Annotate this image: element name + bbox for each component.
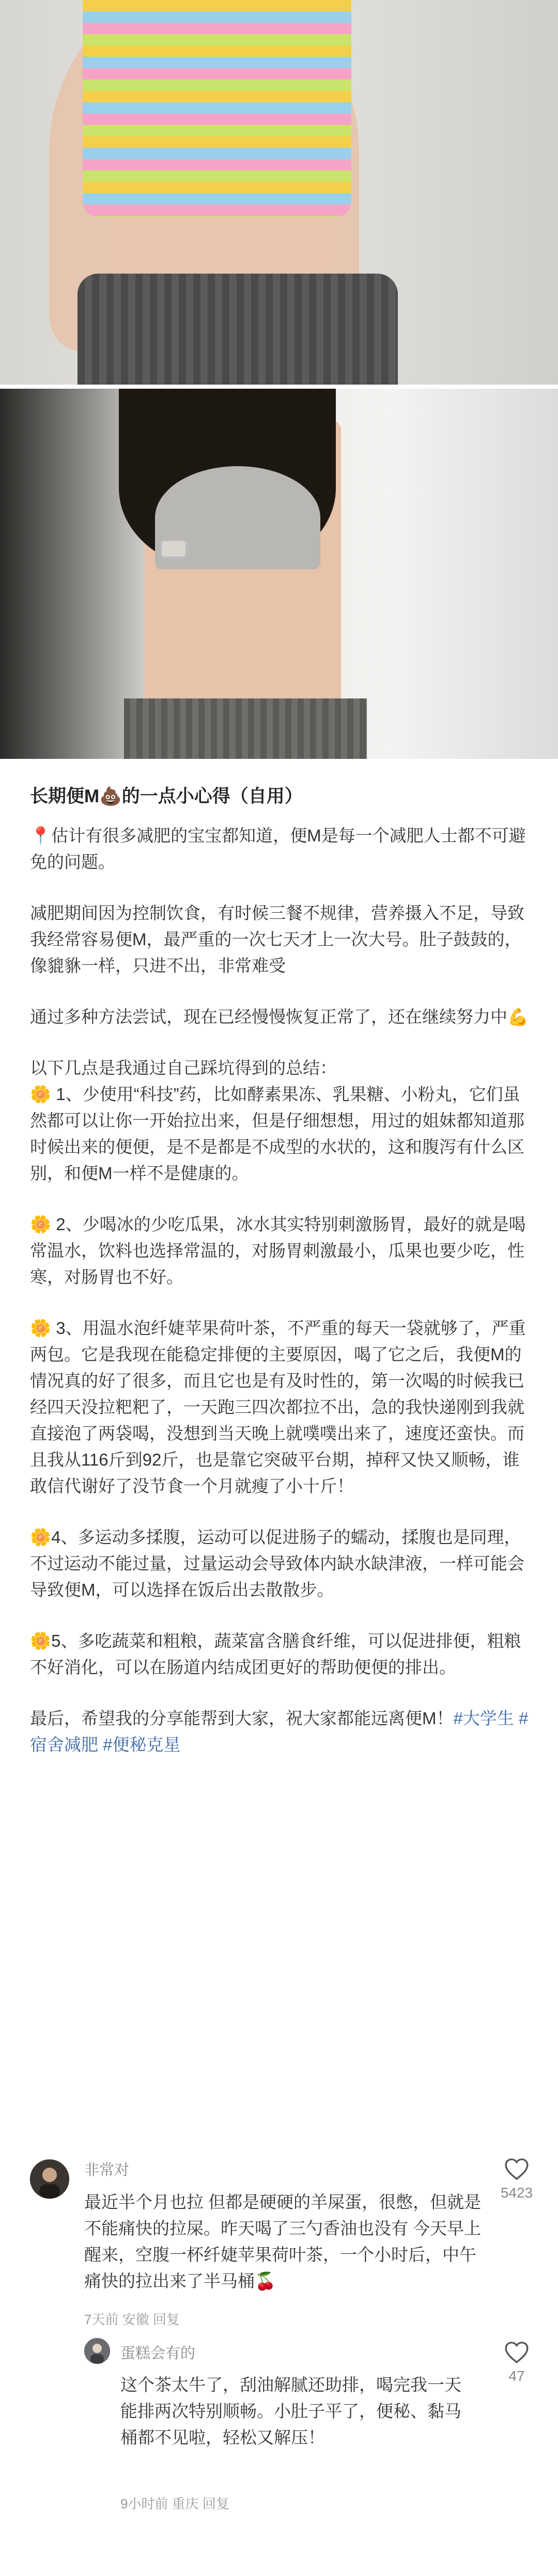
post-photo-1[interactable] [0, 0, 558, 385]
post-closing [30, 1705, 531, 1758]
reply-meta[interactable]: 9小时前 重庆 回复 [120, 2496, 229, 2511]
photo-watch [159, 538, 188, 559]
reply-avatar[interactable] [84, 2338, 110, 2364]
comment-text[interactable]: 最近半个月也拉 但都是硬硬的羊屎蛋，很憋，但就是不能痛快的拉屎。昨天喝了三勺香油也没有 今天早上醒来，空腹一杯纤婕苹果荷叶茶，一个小时后，中午痛快的拉出来了半马桶🍒 [84, 2192, 482, 2291]
comment-meta[interactable]: 7天前 安徽 回复 [84, 2312, 180, 2327]
post-paragraph: 减肥期间因为控制饮食，有时候三餐不规律，营养摄入不足，导致我经常容易便M，最严重的一次七天才上一次大号。肚子鼓鼓的，像貔貅一样，只进不出，非常难受 [30, 903, 524, 975]
heart-outline-icon [504, 2157, 530, 2181]
closing-text: 最后，希望我的分享能帮到大家，祝大家都能远离便M！ [30, 1709, 454, 1728]
reply-like-button[interactable] [493, 2340, 540, 2384]
heart-outline-icon [504, 2340, 530, 2364]
reply-author-name[interactable]: 蛋糕会有的 [120, 2345, 196, 2362]
post-title: 长期便M💩的一点小心得（自用） [30, 786, 303, 806]
comment-avatar[interactable] [30, 2159, 69, 2199]
post-photo-2[interactable] [0, 389, 558, 759]
photo-pants [124, 698, 367, 759]
post-paragraph: 以下几点是我通过自己踩坑得到的总结： 🌼 1、少使用“科技”药，比如酵素果冻、乳果糖、小粉丸，它们虽然都可以让你一开始拉出来，但是仔细想想，用过的姐妹都知道那时候出来的便便，是不是都是不成型的水状的，这和腹泻有什么区别，和便M一样不是健康的。 [30, 1058, 524, 1183]
comment-like-count: 5423 [500, 2185, 533, 2201]
post-paragraph: 🌼5、多吃蔬菜和粗粮，蔬菜富含膳食纤维，可以促进排便，粗粮不好消化，可以在肠道内结成团更好的帮助便便的排出。 [30, 1631, 521, 1677]
post-paragraph: 🌼4、多运动多揉腹，运动可以促进肠子的蠕动，揉腹也是同理，不过运动不能过量，过量运动会导致体内缺水缺津液，一样可能会导致便M，可以选择在饭后出去散散步。 [30, 1528, 524, 1599]
post-paragraph: 📍估计有很多减肥的宝宝都知道，便M是每一个减肥人士都不可避免的问题。 [30, 826, 526, 871]
hashtag-link[interactable]: #便秘克星 [103, 1735, 181, 1754]
post-paragraph: 🌼 3、用温水泡纤婕苹果荷叶茶，不严重的每天一袋就够了，严重两包。它是我现在能稳定排便的主要原因，喝了它之后，我便M的情况真的好了很多，而且它也是有及时性的，第一次喝的时候我已经四天没拉粑粑了，一天跑三四次都拉不出，急的我快递刚到我就直接泡了两袋喝，没想到当天晚上就噗噗出来了，速度还蛮快。而且我从116斤到92斤，也是靠它突破平台期，掉秤又快又顺畅，谁敢信代谢好了没节食一个月就瘦了小十斤！ [30, 1318, 526, 1496]
reply-like-count: 47 [508, 2368, 525, 2384]
reply-text[interactable]: 这个茶太牛了，刮油解腻还助排，喝完我一天能排两次特别顺畅。小肚子平了，便秘、黏马桶都不见啦，轻松又解压！ [120, 2375, 461, 2447]
post-body [30, 759, 531, 1758]
photo-striped-top [83, 0, 351, 217]
post-paragraph: 通过多种方法尝试，现在已经慢慢恢复正常了，还在继续努力中💪 [30, 1007, 529, 1026]
hashtag-link[interactable]: #大学生 [453, 1709, 514, 1728]
photo-pants [78, 274, 398, 385]
comment-author-name[interactable]: 非常对 [84, 2162, 130, 2179]
post-paragraph: 🌼 2、少喝冰的少吃瓜果，冰水其实特别刺激肠胃，最好的就是喝常温水，饮料也选择常温的，对肠胃刺激最小，瓜果也要少吃，性寒，对肠胃也不好。 [30, 1215, 526, 1286]
comment-like-button[interactable] [493, 2157, 540, 2201]
hashtag-link[interactable]: #宿舍减肥 [30, 1709, 529, 1754]
